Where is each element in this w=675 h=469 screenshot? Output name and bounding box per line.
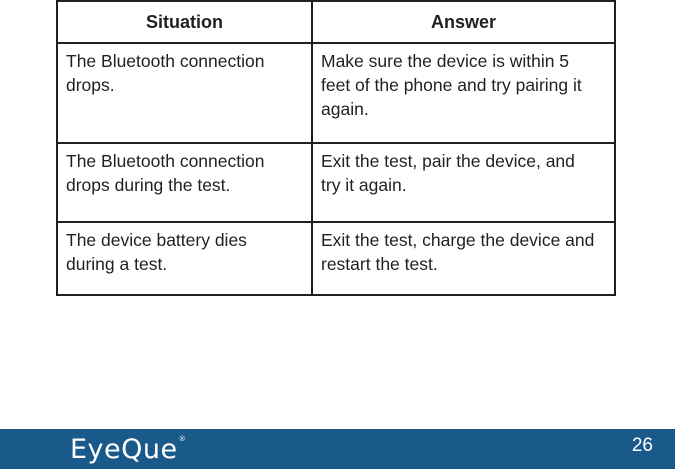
situation-cell: The device battery dies during a test.: [57, 222, 312, 295]
troubleshooting-table: [56, 0, 616, 296]
registered-mark: ®: [178, 435, 187, 443]
eyeque-logo: [70, 433, 186, 465]
answer-cell: Make sure the device is within 5 feet of the phone and try pairing it again.: [312, 43, 615, 143]
table-row: [57, 143, 615, 222]
header-answer: Answer: [312, 1, 615, 43]
footer-bar: [0, 429, 675, 469]
logo-text: EyeQue: [70, 433, 178, 465]
page-number: 26: [631, 435, 653, 456]
table-header-row: [57, 1, 615, 43]
table-row: [57, 222, 615, 295]
situation-cell: The Bluetooth connection drops during the test.: [57, 143, 312, 222]
answer-cell: Exit the test, charge the device and restart the test.: [312, 222, 615, 295]
situation-cell: The Bluetooth connection drops.: [57, 43, 312, 143]
table-row: [57, 43, 615, 143]
answer-cell: Exit the test, pair the device, and try it again.: [312, 143, 615, 222]
header-situation: Situation: [57, 1, 312, 43]
